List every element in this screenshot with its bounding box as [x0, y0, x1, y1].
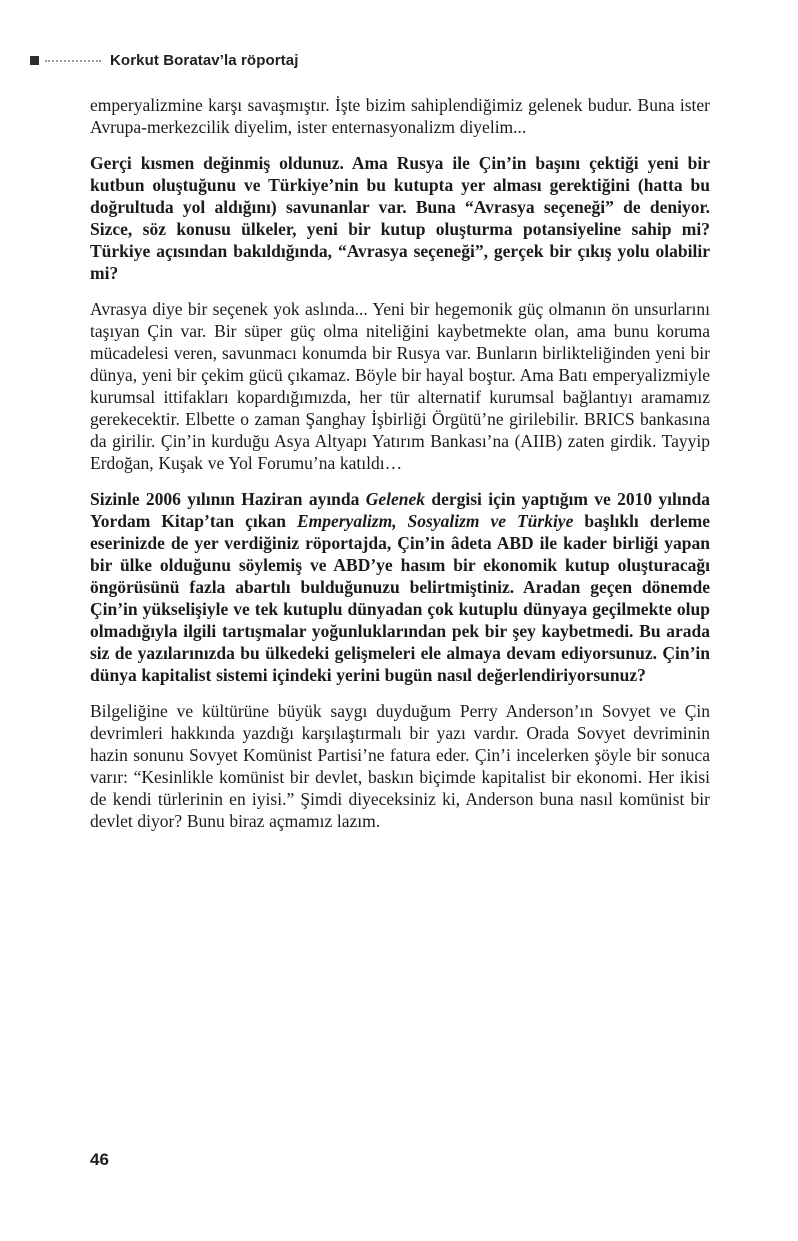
text-segment: Avrasya diye bir seçenek yok aslında... Yeni bir hegemonik güç olmanın ön unsurlarını taşıyan Çin var. Bir süper güç olma niteliğini kaybetmekte olan, ama bunu koruma mücadelesi veren, savunmacı konumda bir Rusya var. Bunların birlikteliğinden yeni bir dünya, yeni bir çekim gücü çıkamaz. Böyle bir hayal boştur. Ama Batı emperyalizmiyle kurumsal ittifakları kopardığımızda, her tür alternatif kurumsal bağlantıyı aramamız gerekecektir. Elbette o zaman Şanghay İşbirliği Örgütü’ne girilebilir. BRICS bankasına da girilir. Çin’in kurduğu Asya Altyapı Yatırım Bankası’na (AIIB) zaten girdik. Tayyip Erdoğan, Kuşak ve Yol Forumu’na katıldı… — [90, 299, 710, 473]
paragraph — [90, 94, 710, 138]
text-segment: Gerçi kısmen değinmiş oldunuz. Ama Rusya ile Çin’in başını çektiği yeni bir kutbun oluştuğunu ve Türkiye’nin bu kutupta yer alması gerektiğini (hatta bu doğrultuda yol aldığını) savunanlar var. Buna “Avrasya seçeneği” de deniyor. Sizce, söz konusu ülkeler, yeni bir kutup oluşturma potansiyeline sahip mi? Türkiye açısından bakıldığında, “Avrasya seçeneği”, gerçek bir çıkış yolu olabilir mi? — [90, 153, 710, 283]
text-segment: başlıklı derleme eserinizde de yer verdiğiniz röportajda, Çin’in âdeta ABD ile kader birliği yapan bir ülke olduğunu söylemiş ve ABD’ye hasım bir ekonomik kutup oluşturacağı öngörüsünü fazla abartılı bulduğunuzu belirtmiştiniz. Aradan geçen dönemde Çin’in yükselişiyle ve tek kutuplu dünyadan çok kutuplu dünyaya geçilmekte olup olmadığıyla ilgili tartışmalar yoğunluklarından pek bir şey kaybetmedi. Bu arada siz de yazılarınızda bu ülkedeki gelişmeleri ele almaya devam ediyorsunuz. Çin’in dünya kapitalist sistemi içindeki yerini bugün nasıl değerlendiriyorsunuz? — [90, 511, 710, 685]
text-segment: Sizinle 2006 yılının Haziran ayında — [90, 489, 366, 509]
paragraph — [90, 488, 710, 686]
body-text — [90, 94, 710, 846]
page-number: 46 — [90, 1150, 109, 1169]
dotted-rule — [45, 60, 101, 62]
paragraph — [90, 298, 710, 474]
paragraph — [90, 152, 710, 284]
text-segment: Bilgeliğine ve kültürüne büyük saygı duyduğum Perry Anderson’ın Sovyet ve Çin devrimleri hakkında yazdığı karşılaştırmalı bir yazı vardır. Orada Sovyet devriminin hazin sonunu Sovyet Komünist Partisi’ne fatura eder. Çin’i incelerken şöyle bir sonuca varır: “Kesinlikle komünist bir devlet, baskın biçimde kapitalist bir ekonomi. Her ikisi de kendi türlerinin en iyisi.” Şimdi diyeceksiniz ki, Anderson buna nasıl komünist bir devlet diyor? Bunu biraz açmamız lazım. — [90, 701, 710, 831]
running-header — [30, 52, 298, 69]
italic-text-segment: Emperyalizm, Sosyalizm ve Türkiye — [296, 511, 574, 531]
text-segment: dergisi için yaptığım ve 2010 yılında Yordam Kitap’tan çıkan — [90, 489, 710, 531]
running-header-title: Korkut Boratav’la röportaj — [110, 52, 299, 69]
text-segment: emperyalizmine karşı savaşmıştır. İşte bizim sahiplendiğimiz gelenek budur. Buna ister Avrupa-merkezcilik diyelim, ister enternasyonalizm diyelim... — [90, 95, 710, 137]
italic-text-segment: Gelenek — [365, 489, 426, 509]
square-bullet-icon — [30, 56, 39, 65]
paragraph — [90, 700, 710, 832]
